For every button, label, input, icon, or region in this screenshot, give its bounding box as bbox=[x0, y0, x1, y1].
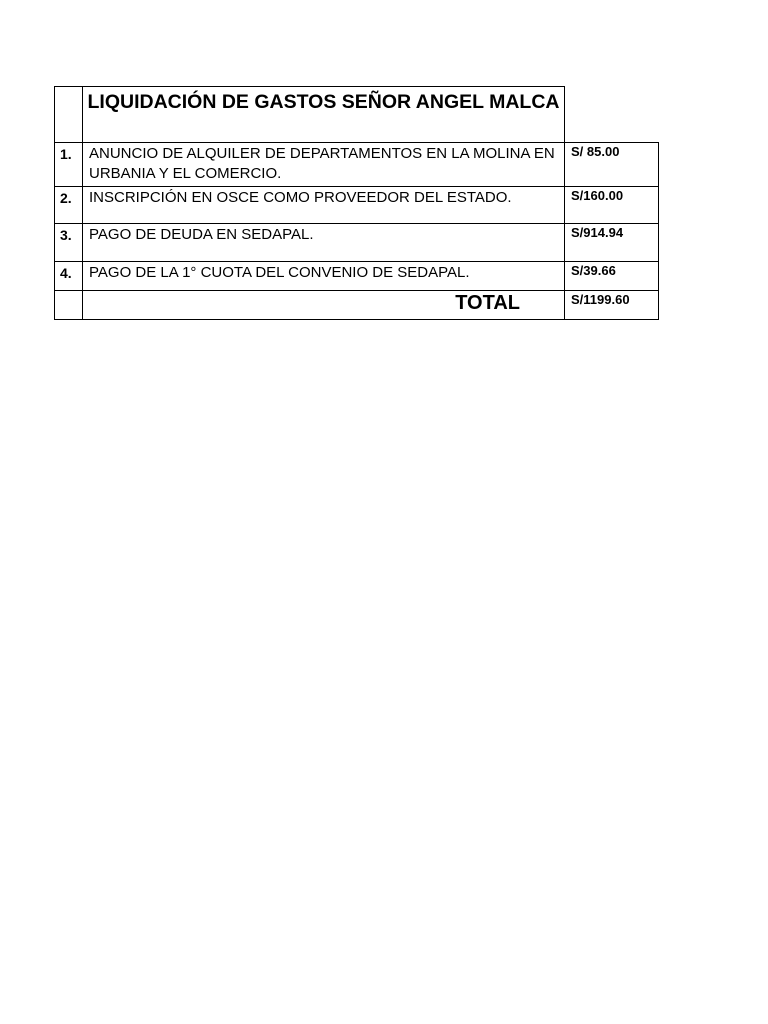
total-label: TOTAL bbox=[82, 290, 565, 320]
row-description: ANUNCIO DE ALQUILER DE DEPARTAMENTOS EN LA MOLINA EN URBANIA Y EL COMERCIO. bbox=[82, 142, 565, 187]
total-amount: S/1199.60 bbox=[564, 290, 659, 320]
row-number: 2. bbox=[54, 186, 83, 224]
row-number: 4. bbox=[54, 261, 83, 291]
total-number-cell bbox=[54, 290, 83, 320]
row-number: 3. bbox=[54, 223, 83, 262]
row-description: INSCRIPCIÓN EN OSCE COMO PROVEEDOR DEL ESTADO. bbox=[82, 186, 565, 224]
document-title: LIQUIDACIÓN DE GASTOS SEÑOR ANGEL MALCA bbox=[82, 86, 565, 143]
row-description: PAGO DE LA 1° CUOTA DEL CONVENIO DE SEDAPAL. bbox=[82, 261, 565, 291]
row-amount: S/914.94 bbox=[564, 223, 659, 262]
row-description: PAGO DE DEUDA EN SEDAPAL. bbox=[82, 223, 565, 262]
row-amount: S/ 85.00 bbox=[564, 142, 659, 187]
header-number-cell bbox=[54, 86, 83, 143]
row-amount: S/160.00 bbox=[564, 186, 659, 224]
row-amount: S/39.66 bbox=[564, 261, 659, 291]
row-number: 1. bbox=[54, 142, 83, 187]
